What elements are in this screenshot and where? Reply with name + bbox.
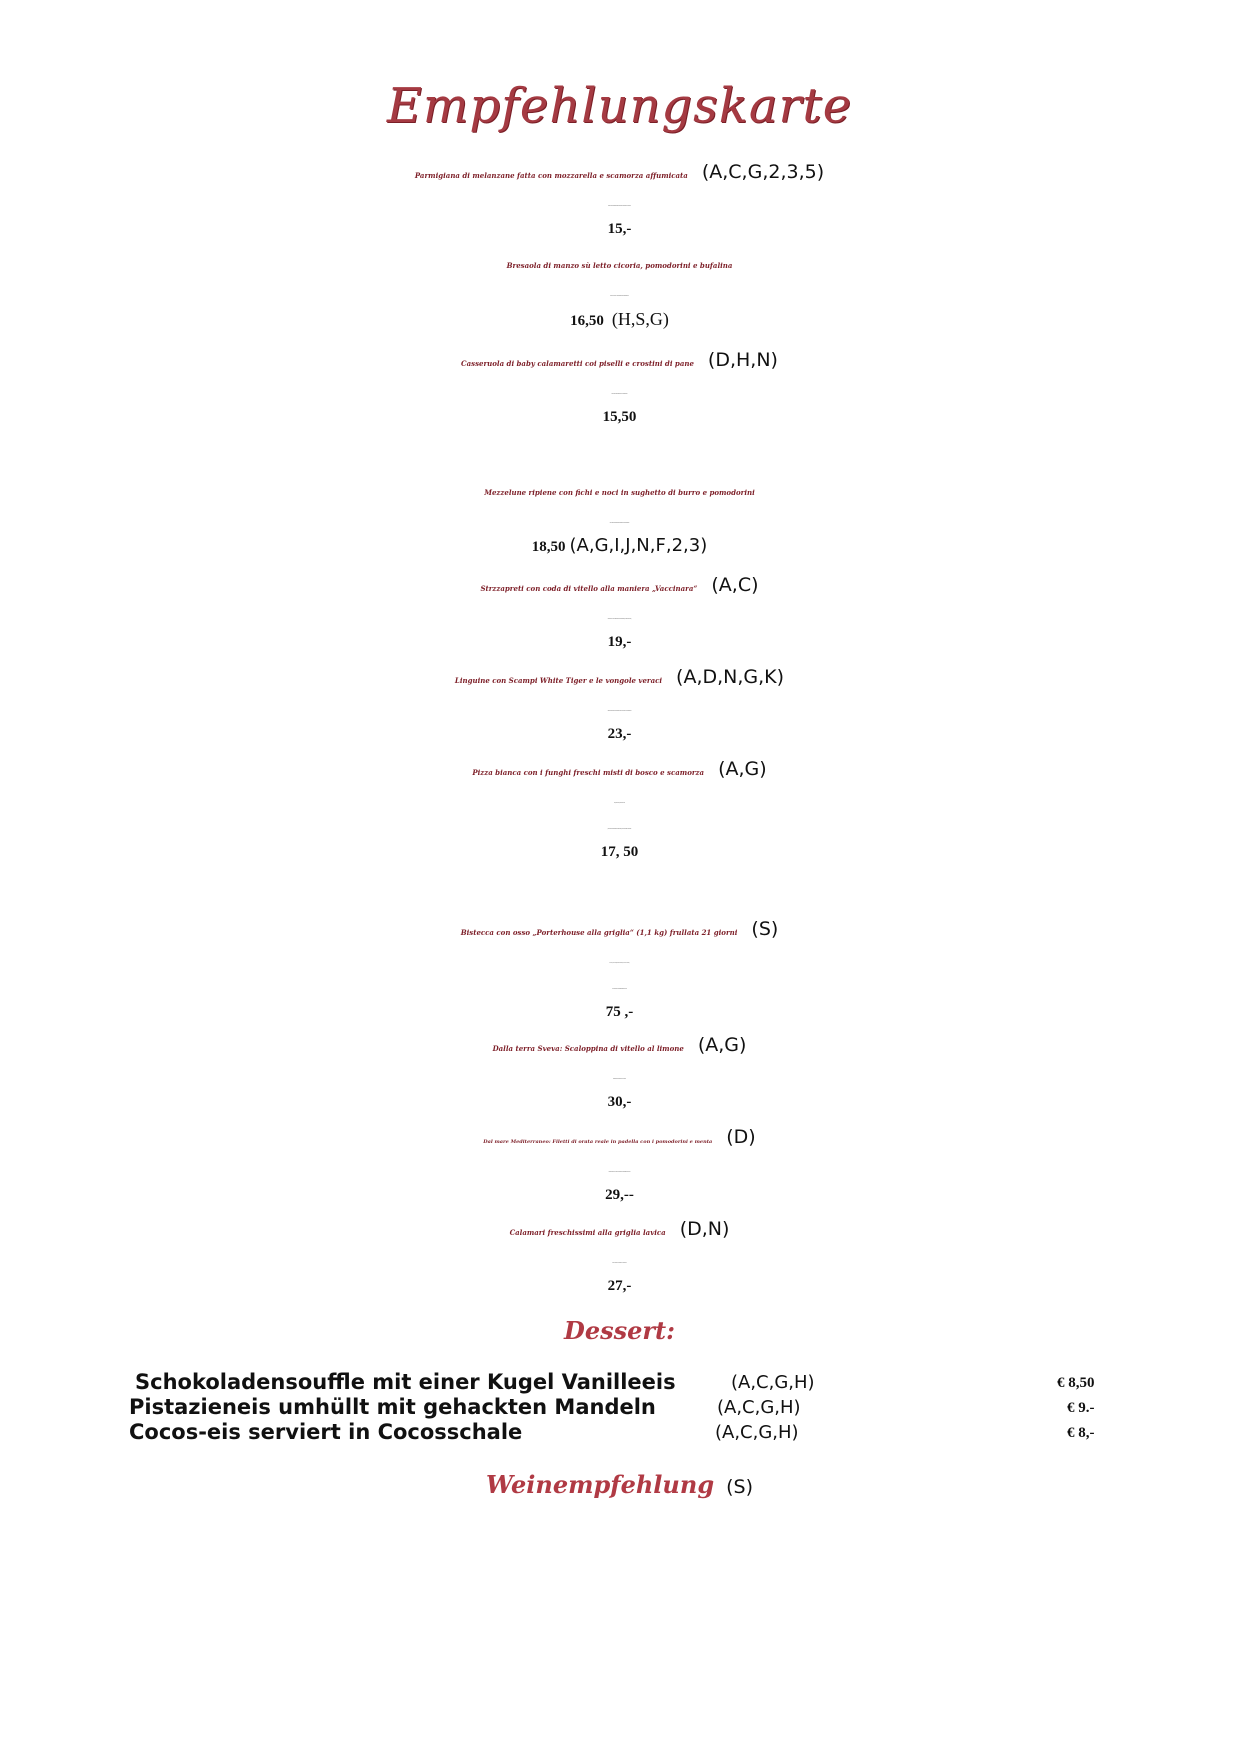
dish-price: 27,- bbox=[607, 1278, 632, 1294]
dish-allergens: (D) bbox=[726, 1126, 756, 1148]
dessert-price: € 9.- bbox=[1067, 1400, 1095, 1416]
dish-italian-name: Pizza bianca con i funghi freschi misti di bosco e scamorza (A,G) bbox=[472, 758, 767, 780]
dish-allergens: (A,G) bbox=[718, 758, 767, 780]
dish-allergens: (A,C) bbox=[711, 574, 759, 596]
dish-item bbox=[0, 660, 1239, 744]
dish-italian-name: Linguine con Scampi White Tiger e le vongole veraci (A,D,N,G,K) bbox=[454, 666, 785, 688]
dish-german-description bbox=[0, 1250, 1239, 1276]
wine-line bbox=[0, 1597, 1239, 1619]
dish-price: 17, 50 bbox=[600, 844, 639, 860]
dessert-name: Pistazieneis umhüllt mit gehackten Mandeln bbox=[129, 1395, 656, 1419]
wine-list bbox=[0, 1511, 1239, 1640]
dish-allergens: (A,D,N,G,K) bbox=[676, 666, 785, 688]
dish-italian-name: Bistecca con osso „Porterhouse alla griglia“ (1,1 kg) frullata 21 giorni (S) bbox=[460, 918, 779, 940]
dish-german-description bbox=[0, 193, 1239, 219]
dish-price: 23,- bbox=[607, 726, 632, 742]
dish-italian-name: Strzzapreti con coda di vitello alla maniera „Vaccinara“ (A,C) bbox=[480, 574, 759, 596]
dessert-allergens: (A,C,G,H) bbox=[731, 1372, 815, 1393]
dish-allergens: (S) bbox=[751, 918, 779, 940]
dish-item bbox=[0, 476, 1239, 557]
dish-item bbox=[0, 912, 1239, 1022]
dish-italian-name: Dal mare Mediterraneo: Filetti di orata reale in padella con i pomodorini e menta (D) bbox=[483, 1126, 756, 1148]
dish-italian-name: Casseruola di baby calamaretti coi piselli e crostini di pane (D,H,N) bbox=[461, 349, 778, 371]
dessert-allergens: (A,C,G,H) bbox=[715, 1422, 799, 1443]
dish-italian-name: Dalla terra Sveva: Scaloppina di vitello al limone (A,G) bbox=[492, 1034, 747, 1056]
dish-german-description bbox=[0, 283, 1239, 309]
dish-item bbox=[0, 1120, 1239, 1205]
dish-price: 19,- bbox=[607, 634, 632, 650]
wine-line bbox=[0, 1533, 1239, 1555]
dessert-row bbox=[135, 1370, 1115, 1396]
wine-allergens: (S) bbox=[726, 1476, 753, 1498]
wine-title-row bbox=[0, 1470, 1239, 1499]
dish-german-description bbox=[0, 790, 1239, 816]
dessert-name: Schokoladensouffle mit einer Kugel Vanilleeis bbox=[135, 1370, 676, 1394]
dish-item bbox=[0, 1028, 1239, 1112]
dish-allergens: (A,G,I,J,N,F,2,3) bbox=[569, 535, 708, 556]
dessert-price: € 8,- bbox=[1067, 1425, 1095, 1441]
dish-allergens: (D,N) bbox=[679, 1218, 730, 1240]
wine-title: Weinempfehlung bbox=[485, 1470, 715, 1499]
dish-allergens: (D,H,N) bbox=[707, 349, 778, 371]
dish-allergens: (A,C,G,2,3,5) bbox=[701, 161, 825, 183]
dish-italian-name: Bresaola di manzo sù letto cicoria, pomodorini e bufalina bbox=[506, 261, 733, 270]
dish-german-description bbox=[0, 950, 1239, 976]
dessert-row bbox=[129, 1420, 1115, 1446]
dish-item bbox=[0, 568, 1239, 652]
dish-german-description bbox=[0, 1159, 1239, 1185]
dish-german-description-2 bbox=[0, 976, 1239, 1002]
dish-item bbox=[0, 1212, 1239, 1296]
wine-line bbox=[0, 1511, 1239, 1533]
dish-price: 16,50 bbox=[570, 313, 604, 329]
dish-item bbox=[0, 249, 1239, 331]
dish-price: 15,- bbox=[607, 221, 632, 237]
dish-item bbox=[0, 343, 1239, 427]
dish-italian-name: Parmigiana di melanzane fatta con mozzarella e scamorza affumicata (A,C,G,2,3,5) bbox=[414, 161, 825, 183]
dessert-name: Cocos-eis serviert in Cocosschale bbox=[129, 1420, 523, 1444]
dish-german-description bbox=[0, 698, 1239, 724]
dish-item bbox=[0, 752, 1239, 862]
dish-price: 18,50 bbox=[531, 539, 566, 555]
dish-price: 30,- bbox=[607, 1094, 632, 1110]
dish-price-row bbox=[0, 536, 1239, 557]
dish-allergens: (H,S,G) bbox=[611, 309, 669, 329]
dessert-row bbox=[129, 1395, 1115, 1421]
dish-italian-name: Calamari freschissimi alla griglia lavica (D,N) bbox=[509, 1218, 730, 1240]
dish-german-description bbox=[0, 381, 1239, 407]
dish-italian-name: Mezzelune ripiene con fichi e noci in sughetto di burro e pomodorini bbox=[484, 488, 755, 497]
menu-title: Empfehlungskarte bbox=[386, 78, 853, 134]
dish-price-row bbox=[0, 309, 1239, 331]
dish-german-description bbox=[0, 606, 1239, 632]
wine-line bbox=[0, 1576, 1239, 1598]
dish-german-description bbox=[0, 1066, 1239, 1092]
dish-german-description-2 bbox=[0, 816, 1239, 842]
dish-price: 29,-- bbox=[605, 1187, 634, 1203]
dish-price: 15,50 bbox=[602, 409, 637, 425]
wine-line bbox=[0, 1554, 1239, 1576]
wine-line bbox=[0, 1619, 1239, 1641]
dessert-title: Dessert: bbox=[564, 1316, 675, 1345]
dessert-price: € 8,50 bbox=[1057, 1375, 1095, 1391]
dessert-allergens: (A,C,G,H) bbox=[717, 1397, 801, 1418]
dish-allergens: (A,G) bbox=[697, 1034, 747, 1056]
dish-german-description bbox=[0, 510, 1239, 536]
dish-price: 75 ,- bbox=[605, 1004, 634, 1020]
dish-item bbox=[0, 155, 1239, 239]
